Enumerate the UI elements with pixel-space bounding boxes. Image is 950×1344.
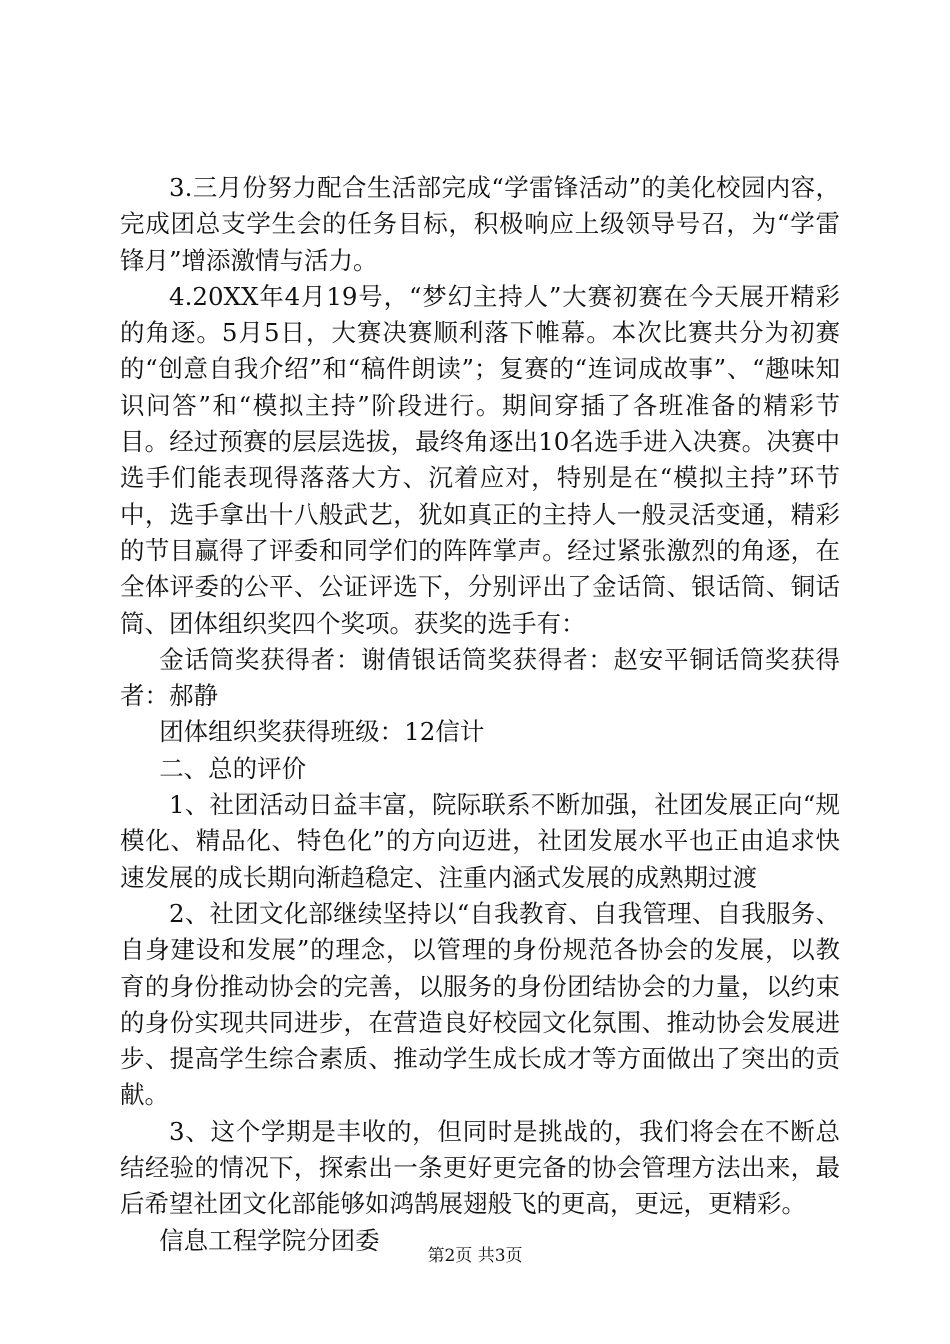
signature-organization: 信息工程学院分团委: [159, 1225, 380, 1255]
paragraph-evaluation-1: 1、社团活动日益丰富，院际联系不断加强，社团发展正向“规模化、精品化、特色化”的方向迈进，社团发展水平也正由追求快速发展的成长期向渐趋稳定、注重内涵式发展的成熟期过渡: [120, 790, 840, 892]
paragraph-march-activity: 3.三月份努力配合生活部完成“学雷锋活动”的美化校园内容，完成团总支学生会的任务目标，积极响应上级领导号召，为“学雷锋月”增添激情与活力。: [120, 173, 840, 275]
paragraph-award-winners: 金话筒奖获得者：谢倩银话筒奖获得者：赵安平铜话筒奖获得者：郝静: [120, 644, 840, 711]
paragraph-host-contest: 4.20XX年4月19号，“梦幻主持人”大赛初赛在今天展开精彩的角逐。5月5日，大赛决赛顺利落下帷幕。本次比赛共分为初赛的“创意自我介绍”和“稿件朗读”；复赛的“连词成故事”、“趣味知识问答”和“模拟主持”阶段进行。期间穿插了各班准备的精彩节目。经过预赛的层层选拔，最终角逐出10名选手进入决赛。决赛中选手们能表现得落落大方、沉着应对，特别是在“模拟主持”环节中，选手拿出十八般武艺，犹如真正的主持人一般灵活变通，精彩的节目赢得了评委和同学们的阵阵掌声。经过紧张激烈的角逐，在全体评委的公平、公证评选下，分别评出了金话筒、银话筒、铜话筒、团体组织奖四个奖项。获奖的选手有：: [120, 281, 840, 638]
section-heading-overall-evaluation: 二、总的评价: [159, 753, 307, 783]
document-body: [120, 170, 840, 1259]
paragraph-team-award: 团体组织奖获得班级：12信计: [159, 717, 485, 747]
page-number-footer: 第2页 共3页: [427, 1246, 523, 1266]
paragraph-evaluation-2: 2、社团文化部继续坚持以“自我教育、自我管理、自我服务、自身建设和发展”的理念，以管理的身份规范各协会的发展，以教育的身份推动协会的完善，以服务的身份团结协会的力量，以约束的身份实现共同进步，在营造良好校园文化氛围、推动协会发展进步、提高学生综合素质、推动学生成长成才等方面做出了突出的贡献。: [120, 898, 840, 1110]
paragraph-evaluation-3: 3、这个学期是丰收的，但同时是挑战的，我们将会在不断总结经验的情况下，探索出一条更好更完备的协会管理方法出来，最后希望社团文化部能够如鸿鹄展翅般飞的更高，更远，更精彩。: [120, 1116, 840, 1219]
